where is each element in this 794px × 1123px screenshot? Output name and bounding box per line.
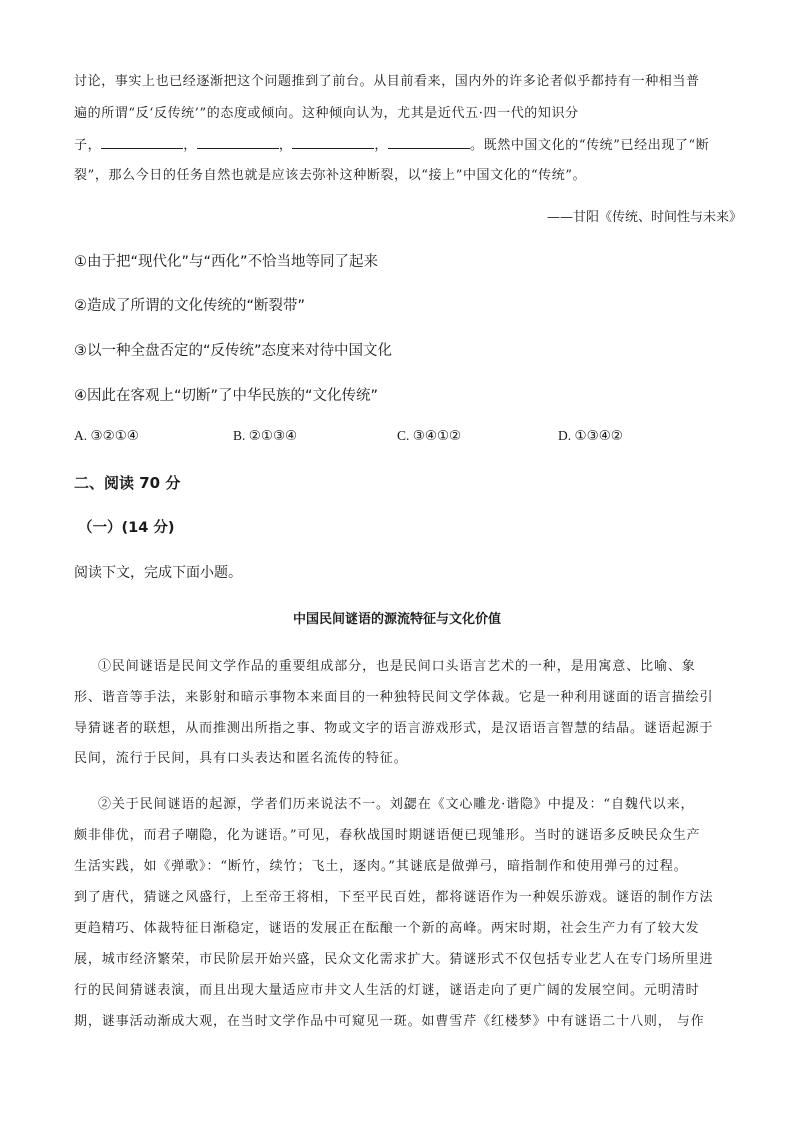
fill-blank-4[interactable] (388, 136, 470, 149)
paragraph-2-line: 生活实践，如《弹歌》：“断竹，续竹；飞土，逐肉。”其谜底是做弹弓，暗指制作和使用弹弓的过程。 (74, 859, 688, 874)
paragraph-1-line: ①民间谜语是民间文学作品的重要组成部分，也是民间口头语言艺术的一种，是用寓意、比喻、象 (98, 659, 696, 674)
intro-line-3 (74, 134, 709, 153)
paragraph-2-line: 到了唐代，猜谜之风盛行，上至帝王将相，下至平民百姓，都将谜语作为一种娱乐游戏。谜语的制作方法 (74, 890, 714, 905)
intro-line-3-start: 子， (74, 138, 102, 153)
paragraph-1-line: 民间，流行于民间，具有口头表达和匿名流传的特征。 (74, 751, 408, 766)
fill-blank-2[interactable] (197, 136, 279, 149)
option-b[interactable]: B. ②①③④ (233, 428, 298, 443)
fill-blank-3[interactable] (292, 136, 374, 149)
intro-line-2: 遍的所谓“反‘反传统’”的态度或倾向。这种倾向认为，尤其是近代五·四一代的知识分 (74, 106, 579, 121)
blank-separator: ， (183, 138, 197, 153)
statement-4: ④因此在客观上“切断”了中华民族的“文化传统” (74, 388, 379, 404)
option-d[interactable]: D. ①③④② (558, 428, 623, 443)
intro-line-1: 讨论，事实上也已经逐渐把这个问题推到了前台。从目前看来，国内外的许多论者似乎都持有一种相当普 (74, 74, 700, 89)
paragraph-1-line: 形、谐音等手法，来影射和暗示事物本来面目的一种独特民间文学体裁。它是一种利用谜面的语言描绘引 (74, 690, 714, 705)
option-c[interactable]: C. ③④①② (397, 428, 462, 443)
article-title: 中国民间谜语的源流特征与文化价值 (292, 612, 501, 627)
paragraph-2-line: 行的民间猜谜表演，而且出现大量适应市井文人生活的灯谜，谜语走向了更广阔的发展空间。元明清时 (74, 983, 700, 998)
blank-separator: ， (278, 138, 293, 153)
statement-3: ③以一种全盘否定的“反传统”态度来对待中国文化 (74, 343, 393, 359)
paragraph-2-line: ②关于民间谜语的起源，学者们历来说法不一。刘勰在《文心雕龙·谐隐》中提及：“自魏代以来， (98, 797, 695, 812)
intro-line-4: 裂”，那么今日的任务自然也就是应该去弥补这种断裂，以“接上”中国文化的“传统”。 (74, 168, 587, 183)
reading-instruction: 阅读下文，完成下面小题。 (74, 565, 242, 581)
intro-line-3-end: 。既然中国文化的“传统”已经出现了“断 (470, 138, 710, 153)
option-a[interactable]: A. ③②①④ (74, 428, 139, 443)
paragraph-2-line: 展，城市经济繁荣，市民阶层开始兴盛，民众文化需求扩大。猜谜形式不仅包括专业艺人在专门场所里进 (74, 952, 714, 967)
source-citation: ——甘阳《传统、时间性与未来》 (546, 210, 742, 225)
sub-section-title: （一）(14 分) (78, 520, 175, 536)
statement-1: ①由于把“现代化”与“西化”不恰当地等同了起来 (74, 254, 379, 270)
paragraph-2-line: 更趋精巧、体裁特征日渐稳定，谜语的发展正在酝酿一个新的高峰。两宋时期，社会生产力有了较大发 (74, 921, 700, 936)
statement-2: ②造成了所谓的文化传统的“断裂带” (74, 298, 306, 314)
paragraph-2-line: 期，谜事活动渐成大观，在当时文学作品中可窥见一斑。如曹雪芹《红楼梦》中有谜语二十八则， 与作 (74, 1014, 705, 1029)
blank-separator: ， (374, 138, 389, 153)
fill-blank-1[interactable] (101, 136, 183, 149)
paragraph-2-line: 颇非俳优，而君子嘲隐，化为谜语。”可见，春秋战国时期谜语便已现雏形。当时的谜语多反映民众生产 (74, 828, 701, 843)
section-title: 二、阅读 70 分 (74, 474, 181, 492)
paragraph-1-line: 导猜谜者的联想，从而推测出所指之事、物或文字的语言游戏形式，是汉语语言智慧的结晶。谜语起源于 (74, 721, 714, 736)
